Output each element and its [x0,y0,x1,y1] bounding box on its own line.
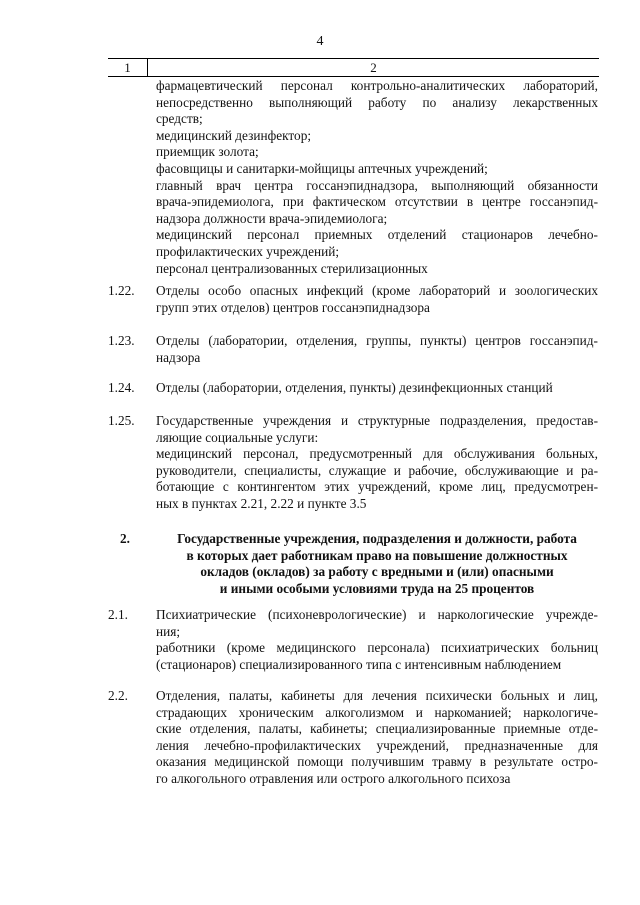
text-line: Государственные учреждения и структурные подразделения, предостав- [156,413,598,428]
text-line: ляющие социальные услуги: [156,429,319,445]
title-line: и иными особыми условиями труда на 25 процентов [219,580,535,596]
item-number: 2.1. [108,607,128,622]
item-text [156,283,598,316]
table-column-header [108,58,599,77]
text-line: го алкогольного отравления или острого алкогольного психоза [156,770,511,786]
text-line: руководители, специалисты, служащие и рабочие, обслуживающие и ра- [156,462,598,478]
item-number: 1.22. [108,283,135,298]
page-number: 4 [316,34,324,49]
text-line: фасовщицы и санитарки-мойщицы аптечных учреждений; [156,160,488,176]
text-line: врача-эпидемиолога, при фактическом отсутствии в центре госсанэпид- [156,194,598,210]
text-line: медицинский дезинфектор; [156,127,312,143]
text-line: Отделы особо опасных инфекций (кроме лабораторий и зоологических [156,283,598,298]
text-line: надзора [156,349,201,365]
text-line: ления лечебно-профилактических учреждений, предназначенные для [156,737,598,753]
item-number: 1.25. [108,413,135,428]
item-number: 1.24. [108,380,135,395]
section-title [156,531,598,597]
text-line: главный врач центра госсанэпиднадзора, выполняющий обязанности [156,177,598,193]
text-line: медицинский персонал, предусмотренный для обслуживания больных, [156,446,598,462]
text-line: приемщик золота; [156,144,259,160]
text-line: непосредственно выполняющий работу по анализу лекарственных [156,94,598,110]
text-line: персонал централизованных стерилизационных [156,260,428,276]
text-line: фармацевтический персонал контрольно-аналитических лабораторий, [156,78,598,93]
text-line: Отделы (лаборатории, отделения, пункты) дезинфекционных станций [156,380,553,395]
column-1-number: 1 [124,60,131,75]
item-text [156,607,598,673]
title-line: окладов (окладов) за работу с вредными и (или) опасными [200,564,554,580]
item-number: 1.23. [108,333,135,348]
text-line: (стационаров) специализированного типа с интенсивным наблюдением [156,656,562,672]
text-line: надзора должности врача-эпидемиолога; [156,210,388,226]
text-line: ных в пунктах 2.21, 2.22 и пункте 3.5 [156,495,367,511]
text-line: профилактических учреждений; [156,243,340,259]
text-line: ботающие с контингентом этих учреждений, кроме лиц, предусмотрен- [156,479,598,495]
text-line: работники (кроме медицинского персонала) психиатрических больниц [156,640,598,656]
continuation-text [156,78,598,277]
column-2-number: 2 [370,60,377,75]
text-line: ния; [156,623,181,639]
item-text [156,333,598,366]
item-text [156,413,598,513]
text-line: медицинский персонал приемных отделений стационаров лечебно- [156,227,598,243]
text-line: средств; [156,111,203,127]
text-line: ские отделения, палаты, кабинеты; специализированные приемные отде- [156,721,598,737]
title-line: в которых дает работникам право на повышение должностных [186,547,568,563]
item-text [156,688,598,788]
item-number: 2.2. [108,688,128,703]
text-line: Психиатрические (психоневрологические) и наркологические учрежде- [156,607,598,622]
text-line: групп этих отделов) центров госсанэпиднадзора [156,299,430,315]
text-line: Отделения, палаты, кабинеты для лечения психически больных и лиц, [156,688,598,703]
text-line: страдающих хроническим алкоголизмом и наркоманией; наркологиче- [156,704,598,720]
section-number: 2. [120,531,130,546]
title-line: Государственные учреждения, подразделения и должности, работа [177,531,577,546]
item-text [156,380,598,397]
text-line: оказания медицинской помощи получившим травму в результате остро- [156,754,598,770]
text-line: Отделы (лаборатории, отделения, группы, пункты) центров госсанэпид- [156,333,598,348]
